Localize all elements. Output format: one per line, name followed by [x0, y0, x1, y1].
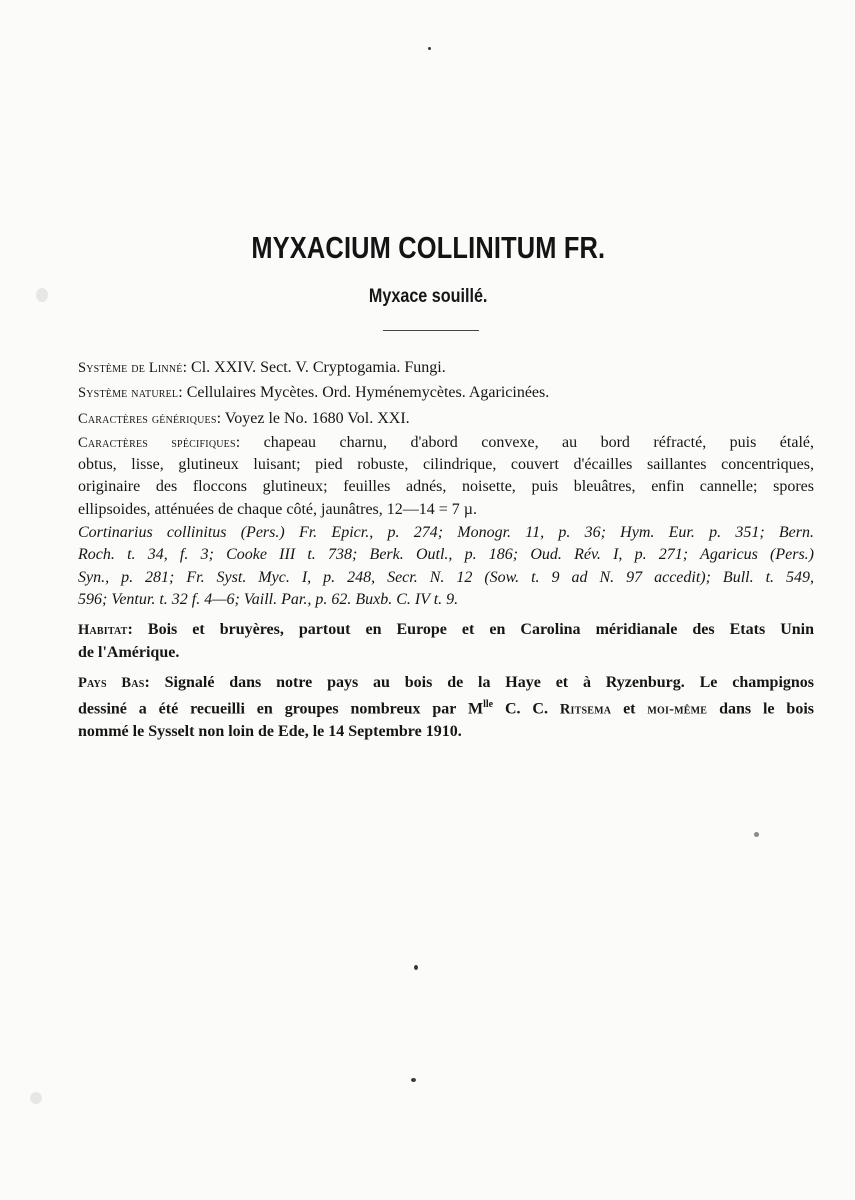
caracteres-specifiques-line: ellipsoides, atténuées de chaque côté, jaunâtres, 12—14 = 7 µ. [78, 500, 478, 518]
systeme-naturel-label: Système naturel [78, 385, 179, 402]
page-subtitle: Myxace souillé. [368, 286, 488, 307]
caracteres-specifiques-line: Caractères spécifiques: chapeau charnu, d'abord convexe, au bord réfracté, puis étalé, [78, 433, 814, 451]
ink-speck [428, 47, 431, 50]
synonymy-line: Cortinarius collinitus (Pers.) Fr. Epicr., p. 274; Monogr. 11, p. 36; Hym. Eur. p. 351; Bern. [78, 524, 814, 542]
ink-speck [411, 1078, 416, 1082]
superscript-lle: lle [483, 699, 494, 711]
pays-bas-paragraph [78, 672, 814, 743]
habitat-paragraph [78, 619, 814, 664]
synonymy-line: Roch. t. 34, f. 3; Cooke III t. 738; Berk. Outl., p. 186; Oud. Rév. I, p. 271; Agaricus (Pers.) [78, 546, 814, 564]
synonymy-paragraph [78, 522, 814, 611]
systeme-linne-line: Système de Linné: Cl. XXIV. Sect. V. Cryptogamia. Fungi. [78, 359, 446, 376]
collector-self: moi-même [647, 701, 708, 718]
caracteres-generiques-label: Caractères génériques [78, 410, 217, 427]
caracteres-generiques-line: Caractères génériques: Voyez le No. 1680 Vol. XXI. [78, 409, 410, 427]
caracteres-generiques-text: Voyez le No. 1680 Vol. XXI. [224, 409, 410, 427]
pays-bas-label: Pays Bas [78, 674, 145, 691]
collector-name: Ritsema [559, 701, 612, 718]
caracteres-specifiques-line: originaire des floccons glutineux; feuilles adnés, noisette, puis bleuâtres, enfin cannelle; spores [78, 478, 814, 496]
page-title: MYXACIUM COLLINITUM FR. [251, 230, 606, 265]
document-body [78, 357, 814, 743]
title-rule [383, 330, 479, 331]
systeme-linne-text: Cl. XXIV. Sect. V. Cryptogamia. Fungi. [191, 359, 446, 376]
pays-bas-line: Pays Bas: Signalé dans notre pays au bois de la Haye et à Ryzenburg. Le champignos [78, 673, 815, 691]
synonymy-line: 596; Ventur. t. 32 f. 4—6; Vaill. Par., p. 62. Buxb. C. IV t. 9. [78, 590, 459, 608]
systeme-linne-label: Système de Linné [78, 360, 183, 376]
paper-smudge [36, 288, 48, 302]
habitat-label: Habitat [78, 622, 128, 639]
ink-speck [754, 832, 759, 837]
pays-bas-line: nommé le Sysselt non loin de Ede, le 14 Septembre 1910. [78, 722, 462, 740]
caracteres-specifiques-paragraph [78, 432, 814, 521]
caracteres-specifiques-label: Caractères spécifiques [78, 434, 236, 451]
systeme-naturel-text: Cellulaires Mycètes. Ord. Hyménemycètes. Agaricinées. [186, 384, 550, 402]
ink-speck [414, 965, 418, 970]
habitat-line: Habitat: Bois et bruyères, partout en Europe et en Carolina méridianale des Etats Unin [78, 621, 815, 639]
paper-smudge [30, 1092, 42, 1104]
pays-bas-line: dessiné a été recueilli en groupes nombreux par $M^{lle}$ C. C. Ritsema et moi-même dans le bois [78, 699, 814, 718]
systeme-naturel-line: Système naturel: Cellulaires Mycètes. Ord. Hyménemycètes. Agaricinées. [78, 384, 550, 402]
caracteres-specifiques-line: obtus, lisse, glutineux luisant; pied robuste, cilindrique, couvert d'écailles saillantes concentriques, [78, 456, 814, 474]
synonymy-line: Syn., p. 281; Fr. Syst. Myc. I, p. 248, Secr. N. 12 (Sow. t. 9 ad N. 97 accedit); Bull. t. 549, [78, 568, 814, 586]
habitat-line: de l'Amérique. [78, 643, 180, 661]
